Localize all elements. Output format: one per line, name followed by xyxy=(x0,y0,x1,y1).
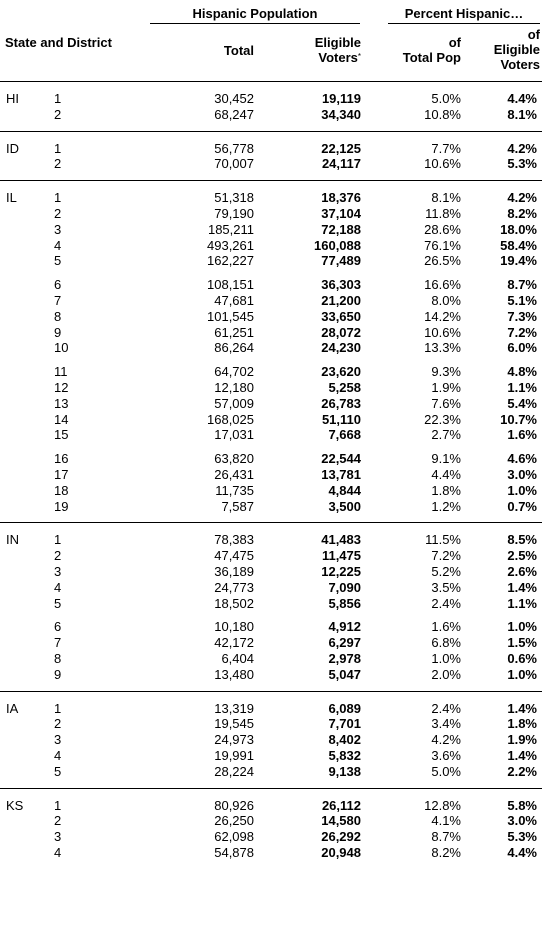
total-population-value: 11,735 xyxy=(215,483,254,498)
eligible-voters-value: 5,258 xyxy=(328,380,361,395)
total-population-value: 80,926 xyxy=(214,798,254,813)
percent-of-eligible-voters-value: 4.2% xyxy=(507,190,537,205)
total-population-value: 56,778 xyxy=(214,141,254,156)
district-number: 3 xyxy=(54,732,62,747)
total-population-value: 26,250 xyxy=(214,813,254,828)
percent-of-eligible-voters-value: 2.2% xyxy=(507,764,537,779)
district-number: 4 xyxy=(54,845,62,860)
percent-of-total-pop-value: 5.2% xyxy=(431,564,461,579)
percent-of-total-pop-value: 10.6% xyxy=(424,325,461,340)
district-number: 13 xyxy=(54,396,69,411)
eligible-voters-value: 4,912 xyxy=(328,619,361,634)
state-separator-rule xyxy=(0,788,542,789)
percent-of-total-pop-value: 5.0% xyxy=(431,764,461,779)
state-separator-rule xyxy=(0,131,542,132)
state-separator-rule xyxy=(0,180,542,181)
district-number: 3 xyxy=(54,829,62,844)
district-number: 8 xyxy=(54,651,62,666)
district-number: 9 xyxy=(54,325,62,340)
percent-of-total-pop-value: 1.6% xyxy=(431,619,461,634)
percent-of-eligible-voters-value: 1.0% xyxy=(507,483,537,498)
eligible-voters-value: 51,110 xyxy=(321,412,361,427)
total-population-value: 17,031 xyxy=(214,427,254,442)
percent-of-total-pop-value: 10.8% xyxy=(424,107,461,122)
percent-of-total-pop-value: 7.7% xyxy=(431,141,461,156)
eligible-voters-value: 24,230 xyxy=(321,340,361,355)
percent-of-total-pop-value: 2.4% xyxy=(431,596,461,611)
district-number: 2 xyxy=(54,206,62,221)
total-population-value: 64,702 xyxy=(214,364,254,379)
percent-of-eligible-voters-value: 5.1% xyxy=(507,293,537,308)
district-number: 9 xyxy=(54,667,62,682)
district-number: 4 xyxy=(54,238,62,253)
total-population-value: 51,318 xyxy=(214,190,254,205)
total-population-value: 18,502 xyxy=(214,596,254,611)
percent-of-eligible-voters-value: 1.6% xyxy=(507,427,537,442)
eligible-voters-value: 28,072 xyxy=(321,325,361,340)
eligible-voters-value: 2,978 xyxy=(328,651,361,666)
total-population-value: 54,878 xyxy=(214,845,254,860)
percent-of-total-pop-value: 11.5% xyxy=(425,532,461,547)
percent-of-eligible-voters-value: 5.3% xyxy=(507,829,537,844)
eligible-voters-footnote-mark: * xyxy=(357,52,361,61)
total-population-value: 30,452 xyxy=(214,91,254,106)
district-number: 19 xyxy=(54,499,69,514)
of-eligible-voters-header-line1: of xyxy=(527,27,540,42)
eligible-voters-value: 3,500 xyxy=(328,499,361,514)
header-bottom-rule xyxy=(0,81,542,82)
district-number: 1 xyxy=(54,532,62,547)
state-code: IA xyxy=(6,700,19,716)
total-population-value: 108,151 xyxy=(207,277,254,292)
district-number: 2 xyxy=(54,813,62,828)
percent-of-eligible-voters-value: 7.3% xyxy=(507,309,537,324)
percent-of-eligible-voters-value: 2.5% xyxy=(507,548,537,563)
percent-of-eligible-voters-value: 4.4% xyxy=(507,91,537,106)
total-population-value: 24,973 xyxy=(214,732,254,747)
district-number: 1 xyxy=(54,798,62,813)
percent-of-eligible-voters-value: 1.9% xyxy=(507,732,537,747)
district-number: 2 xyxy=(54,716,62,731)
eligible-voters-value: 22,544 xyxy=(321,451,361,466)
state-code: IN xyxy=(6,532,19,548)
eligible-voters-value: 12,225 xyxy=(321,564,361,579)
percent-of-eligible-voters-value: 1.8% xyxy=(507,716,537,731)
district-number: 5 xyxy=(54,764,62,779)
percent-of-eligible-voters-value: 5.4% xyxy=(507,396,537,411)
percent-of-total-pop-value: 8.0% xyxy=(431,293,461,308)
district-number: 7 xyxy=(54,293,62,308)
percent-of-total-pop-value: 4.4% xyxy=(431,467,461,482)
percent-of-eligible-voters-value: 1.0% xyxy=(507,667,537,682)
eligible-voters-value: 21,200 xyxy=(321,293,361,308)
percent-of-eligible-voters-value: 3.0% xyxy=(507,813,537,828)
district-number: 17 xyxy=(54,467,69,482)
eligible-voters-value: 8,402 xyxy=(328,732,361,747)
state-separator-rule xyxy=(0,522,542,523)
percent-of-total-pop-value: 1.0% xyxy=(431,651,461,666)
eligible-voters-value: 9,138 xyxy=(328,764,361,779)
total-population-value: 13,319 xyxy=(214,701,254,716)
eligible-voters-value: 5,047 xyxy=(328,667,361,682)
total-population-value: 63,820 xyxy=(214,451,254,466)
percent-of-eligible-voters-value: 18.0% xyxy=(500,222,537,237)
percent-of-eligible-voters-value: 7.2% xyxy=(507,325,537,340)
percent-of-total-pop-value: 9.1% xyxy=(431,451,461,466)
total-population-value: 57,009 xyxy=(214,396,254,411)
percent-of-total-pop-value: 6.8% xyxy=(431,635,461,650)
eligible-voters-header xyxy=(280,35,361,65)
eligible-voters-value: 26,783 xyxy=(321,396,361,411)
percent-of-eligible-voters-value: 4.4% xyxy=(507,845,537,860)
percent-of-eligible-voters-value: 4.6% xyxy=(507,451,537,466)
total-population-value: 61,251 xyxy=(214,325,254,340)
total-population-value: 42,172 xyxy=(214,635,254,650)
total-population-value: 86,264 xyxy=(214,340,254,355)
district-number: 2 xyxy=(54,107,62,122)
state-code: IL xyxy=(6,190,17,206)
total-population-value: 168,025 xyxy=(207,412,254,427)
total-population-value: 493,261 xyxy=(207,238,254,253)
eligible-voters-value: 5,856 xyxy=(328,596,361,611)
percent-of-eligible-voters-value: 4.2% xyxy=(507,141,537,156)
percent-of-eligible-voters-value: 8.2% xyxy=(507,206,537,221)
total-population-value: 19,545 xyxy=(214,716,254,731)
district-number: 16 xyxy=(54,451,69,466)
district-number: 7 xyxy=(54,635,62,650)
percent-of-total-pop-value: 11.8% xyxy=(425,206,461,221)
percent-of-total-pop-value: 7.6% xyxy=(431,396,461,411)
hispanic-population-header-rule xyxy=(150,23,360,24)
eligible-voters-value: 33,650 xyxy=(321,309,361,324)
percent-of-eligible-voters-value: 0.6% xyxy=(507,651,537,666)
of-total-pop-header-line1: of xyxy=(448,35,461,50)
eligible-voters-value: 72,188 xyxy=(321,222,361,237)
percent-of-total-pop-value: 3.6% xyxy=(431,748,461,763)
eligible-voters-value: 13,781 xyxy=(321,467,361,482)
total-population-value: 47,475 xyxy=(214,548,254,563)
total-header: Total xyxy=(223,43,254,58)
percent-of-eligible-voters-value: 1.4% xyxy=(507,580,537,595)
percent-of-eligible-voters-value: 8.5% xyxy=(507,532,537,547)
of-total-pop-header xyxy=(380,35,461,65)
percent-of-total-pop-value: 8.1% xyxy=(431,190,461,205)
total-population-value: 70,007 xyxy=(214,156,254,171)
percent-of-total-pop-value: 1.9% xyxy=(431,380,461,395)
eligible-voters-value: 41,483 xyxy=(321,532,361,547)
district-number: 18 xyxy=(54,483,69,498)
percent-of-total-pop-value: 14.2% xyxy=(424,309,461,324)
district-number: 14 xyxy=(54,412,69,427)
total-population-value: 13,480 xyxy=(214,667,254,682)
eligible-voters-value: 7,701 xyxy=(328,716,361,731)
percent-of-eligible-voters-value: 1.1% xyxy=(507,380,537,395)
total-population-value: 10,180 xyxy=(214,619,254,634)
eligible-voters-value: 7,090 xyxy=(328,580,361,595)
of-eligible-voters-header-line2: Eligible xyxy=(493,42,540,57)
district-number: 6 xyxy=(54,619,62,634)
eligible-voters-value: 36,303 xyxy=(321,277,361,292)
percent-of-eligible-voters-value: 5.3% xyxy=(507,156,537,171)
percent-of-total-pop-value: 13.3% xyxy=(424,340,461,355)
percent-of-total-pop-value: 2.7% xyxy=(431,427,461,442)
district-number: 3 xyxy=(54,222,62,237)
eligible-voters-value: 14,580 xyxy=(321,813,361,828)
total-population-value: 62,098 xyxy=(214,829,254,844)
district-number: 1 xyxy=(54,190,62,205)
district-number: 4 xyxy=(54,748,62,763)
percent-of-total-pop-value: 8.2% xyxy=(431,845,461,860)
percent-of-total-pop-value: 10.6% xyxy=(424,156,461,171)
eligible-voters-value: 24,117 xyxy=(321,156,361,171)
eligible-voters-value: 6,297 xyxy=(328,635,361,650)
total-population-value: 6,404 xyxy=(221,651,254,666)
percent-of-eligible-voters-value: 3.0% xyxy=(507,467,537,482)
total-population-value: 68,247 xyxy=(214,107,254,122)
district-number: 10 xyxy=(54,340,69,355)
percent-of-total-pop-value: 26.5% xyxy=(424,253,461,268)
percent-of-eligible-voters-value: 8.7% xyxy=(507,277,537,292)
percent-of-eligible-voters-value: 8.1% xyxy=(507,107,537,122)
percent-of-total-pop-value: 8.7% xyxy=(431,829,461,844)
eligible-voters-value: 34,340 xyxy=(321,107,361,122)
eligible-voters-value: 11,475 xyxy=(321,548,361,563)
total-population-value: 36,189 xyxy=(214,564,254,579)
total-population-value: 12,180 xyxy=(214,380,254,395)
percent-of-total-pop-value: 1.2% xyxy=(431,499,461,514)
percent-of-total-pop-value: 16.6% xyxy=(424,277,461,292)
district-number: 4 xyxy=(54,580,62,595)
eligible-voters-value: 160,088 xyxy=(314,238,361,253)
percent-of-total-pop-value: 1.8% xyxy=(431,483,461,498)
district-number: 2 xyxy=(54,548,62,563)
district-number: 1 xyxy=(54,701,62,716)
state-and-district-header: State and District xyxy=(5,35,112,50)
total-population-value: 28,224 xyxy=(214,764,254,779)
percent-of-total-pop-value: 7.2% xyxy=(431,548,461,563)
percent-of-eligible-voters-value: 19.4% xyxy=(500,253,537,268)
eligible-voters-value: 19,119 xyxy=(321,91,361,106)
total-population-value: 19,991 xyxy=(214,748,254,763)
eligible-voters-value: 26,112 xyxy=(321,798,361,813)
total-population-value: 101,545 xyxy=(207,309,254,324)
eligible-voters-value: 22,125 xyxy=(321,141,361,156)
district-number: 5 xyxy=(54,596,62,611)
eligible-voters-value: 18,376 xyxy=(321,190,361,205)
total-population-value: 162,227 xyxy=(207,253,254,268)
total-population-value: 26,431 xyxy=(214,467,254,482)
percent-of-total-pop-value: 5.0% xyxy=(431,91,461,106)
eligible-voters-value: 26,292 xyxy=(321,829,361,844)
total-population-value: 79,190 xyxy=(214,206,254,221)
percent-hispanic-group-header: Percent Hispanic… xyxy=(404,6,524,21)
eligible-voters-value: 4,844 xyxy=(328,483,361,498)
percent-of-total-pop-value: 4.1% xyxy=(431,813,461,828)
district-number: 12 xyxy=(54,380,69,395)
total-population-value: 78,383 xyxy=(214,532,254,547)
percent-of-eligible-voters-value: 1.5% xyxy=(507,635,537,650)
eligible-voters-header-line1: Eligible xyxy=(314,35,361,50)
eligible-voters-value: 23,620 xyxy=(321,364,361,379)
district-number: 11 xyxy=(54,364,68,379)
percent-of-eligible-voters-value: 2.6% xyxy=(507,564,537,579)
of-total-pop-header-line2: Total Pop xyxy=(402,50,461,65)
percent-of-total-pop-value: 76.1% xyxy=(424,238,461,253)
percent-of-total-pop-value: 2.0% xyxy=(431,667,461,682)
district-number: 6 xyxy=(54,277,62,292)
eligible-voters-value: 6,089 xyxy=(328,701,361,716)
eligible-voters-header-line2: Voters* xyxy=(318,50,361,65)
district-number: 3 xyxy=(54,564,62,579)
state-separator-rule xyxy=(0,691,542,692)
eligible-voters-value: 20,948 xyxy=(321,845,361,860)
state-code: KS xyxy=(6,797,24,813)
state-code: ID xyxy=(6,140,19,156)
total-population-value: 47,681 xyxy=(214,293,254,308)
percent-of-total-pop-value: 28.6% xyxy=(424,222,461,237)
total-population-value: 185,211 xyxy=(207,222,254,237)
percent-of-eligible-voters-value: 0.7% xyxy=(507,499,537,514)
percent-of-total-pop-value: 22.3% xyxy=(424,412,461,427)
percent-of-eligible-voters-value: 1.1% xyxy=(507,596,537,611)
percent-of-total-pop-value: 9.3% xyxy=(431,364,461,379)
district-number: 15 xyxy=(54,427,69,442)
percent-of-total-pop-value: 3.4% xyxy=(431,716,461,731)
hispanic-population-group-header: Hispanic Population xyxy=(192,6,318,21)
percent-of-eligible-voters-value: 1.4% xyxy=(507,748,537,763)
state-code: HI xyxy=(6,91,19,106)
percent-of-eligible-voters-value: 1.0% xyxy=(507,619,537,634)
percent-of-total-pop-value: 3.5% xyxy=(431,580,461,595)
of-eligible-voters-header xyxy=(470,27,540,72)
total-population-value: 24,773 xyxy=(214,580,254,595)
percent-of-total-pop-value: 12.8% xyxy=(424,798,461,813)
percent-of-total-pop-value: 2.4% xyxy=(431,701,461,716)
percent-of-eligible-voters-value: 1.4% xyxy=(507,701,537,716)
eligible-voters-value: 77,489 xyxy=(321,253,361,268)
district-number: 1 xyxy=(54,141,62,156)
percent-of-total-pop-value: 4.2% xyxy=(431,732,461,747)
percent-of-eligible-voters-value: 4.8% xyxy=(507,364,537,379)
total-population-value: 7,587 xyxy=(221,499,254,514)
district-number: 5 xyxy=(54,253,62,268)
percent-of-eligible-voters-value: 58.4% xyxy=(500,238,537,253)
district-number: 8 xyxy=(54,309,62,324)
percent-of-eligible-voters-value: 6.0% xyxy=(507,340,537,355)
eligible-voters-value: 7,668 xyxy=(328,427,361,442)
eligible-voters-value: 37,104 xyxy=(321,206,361,221)
percent-of-eligible-voters-value: 10.7% xyxy=(500,412,537,427)
percent-hispanic-header-rule xyxy=(388,23,540,24)
of-eligible-voters-header-line3: Voters xyxy=(500,57,540,72)
district-number: 1 xyxy=(54,91,62,106)
district-number: 2 xyxy=(54,156,62,171)
eligible-voters-value: 5,832 xyxy=(328,748,361,763)
percent-of-eligible-voters-value: 5.8% xyxy=(507,798,537,813)
